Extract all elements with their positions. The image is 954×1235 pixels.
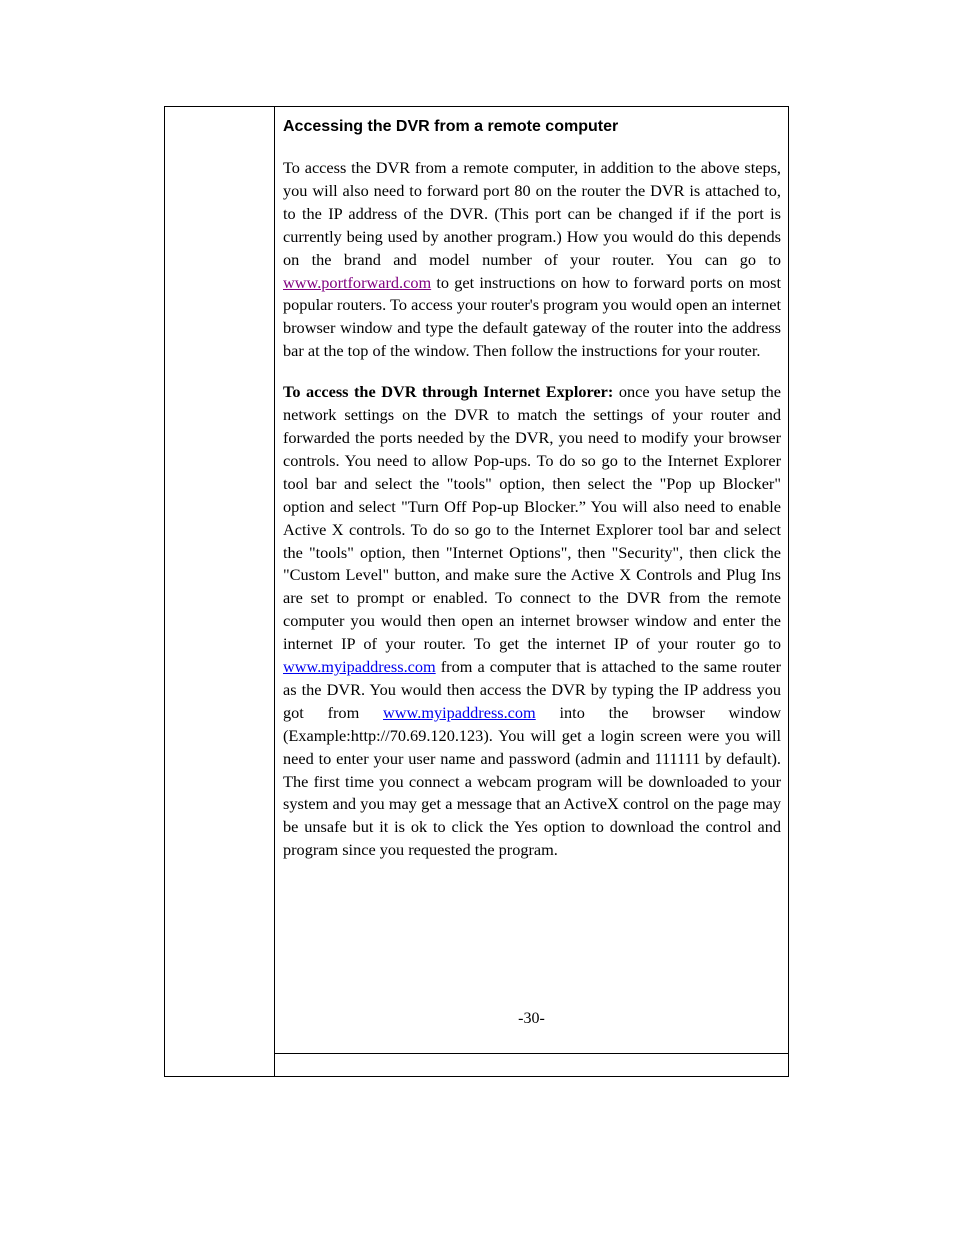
para1-text-before-link: To access the DVR from a remote computer, in addition to the above steps, you will also need to forward port 80 on the router the DVR is attached to, to the IP address of the DVR. (This port can be changed if if the port is currently being used by another program.) How you would do this depends on the brand and model number of your router. You can go to (283, 158, 781, 269)
para2-text-2: from a computer that is attached to the same router as the DVR. You would then access the DVR by typing the IP address you got from (283, 657, 781, 722)
content-body (283, 107, 781, 862)
paragraph-port-forwarding (283, 157, 781, 363)
para2-bold-lead: To access the DVR through Internet Explorer: (283, 382, 614, 402)
para2-text-3: into the browser window (Example:http://70.69.120.123). You will get a login screen were you will need to enter your user name and password (admin and 111111 by default). The first time you connect a webcam program will be downloaded to your system and you may get a message that an ActiveX control on the page may be unsafe but it is ok to click the Yes option to download the control and program since you requested the program. (283, 702, 781, 860)
bottom-row-divider (275, 1053, 788, 1054)
portforward-link[interactable]: www.portforward.com (283, 272, 432, 292)
para1-text-after-link: to get instructions on how to forward ports on most popular routers. To access your router's program you would open an internet browser window and type the default gateway of the router into the address bar at the top of the window. Then follow the instructions for your router. (283, 272, 781, 361)
para2-text-1: once you have setup the network settings on the DVR to match the settings of your router and forwarded the ports needed by the DVR, you need to modify your browser controls. You need to allow Pop-ups. To do so go to the Internet Explorer tool bar and select the "tools" option, then select the "Pop up Blocker" option and select "Turn Off Pop-up Blocker.” You will also need to enable Active X controls. To do so go to the Internet Explorer tool bar and select the "tools" option, then "Internet Options", then "Security", then click the "Custom Level" button, and make sure the Active X Controls and Plug Ins are set to prompt or enabled. To connect to the DVR from the remote computer you would then open an internet browser window and enter the internet IP of your router. To get the internet IP of your router go to (283, 382, 781, 654)
section-heading: Accessing the DVR from a remote computer (283, 118, 619, 135)
myipaddress-link-1[interactable]: www.myipaddress.com (283, 657, 436, 677)
content-column (275, 107, 788, 1053)
myipaddress-link-2[interactable]: www.myipaddress.com (383, 702, 536, 722)
page-number: -30- (518, 1010, 545, 1027)
page-frame (164, 106, 789, 1077)
left-margin-column (165, 107, 275, 1076)
paragraph-internet-explorer (283, 381, 781, 862)
